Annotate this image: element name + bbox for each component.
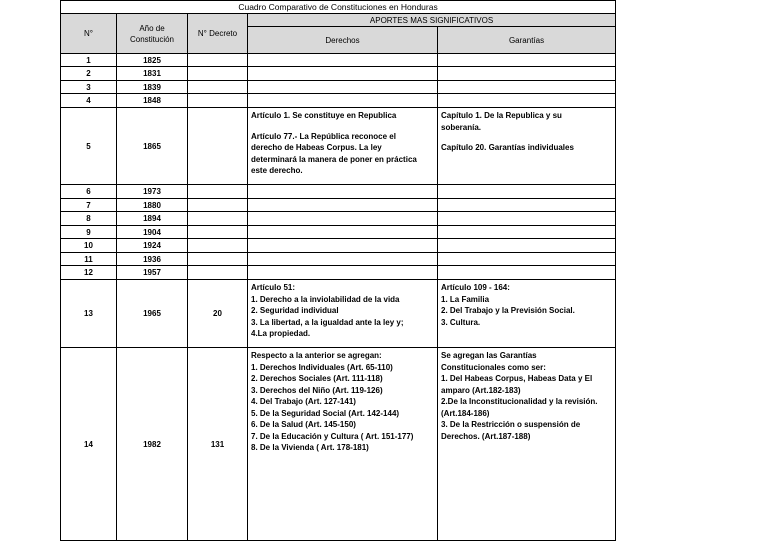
row-guarantees <box>438 199 616 212</box>
header-rights: Derechos <box>248 27 438 54</box>
row-decree <box>188 94 248 108</box>
guarantees-line: 2. Del Trabajo y la Previsión Social. <box>441 306 575 315</box>
row-guarantees <box>438 280 616 348</box>
row-year: 1848 <box>117 94 188 108</box>
row-decree <box>188 226 248 239</box>
row-year: 1904 <box>117 226 188 239</box>
row-num: 6 <box>61 185 117 199</box>
rights-line: derecho de Habeas Corpus. La ley <box>251 143 382 152</box>
row-decree: 20 <box>188 280 248 348</box>
table-row <box>61 54 616 67</box>
row-guarantees <box>438 81 616 94</box>
row-year: 1865 <box>117 108 188 185</box>
rights-line: 4.La propiedad. <box>251 329 311 338</box>
row-year: 1965 <box>117 280 188 348</box>
header-num: N° <box>61 14 117 54</box>
guarantees-line: 1. La Familia <box>441 294 490 304</box>
row-decree <box>188 212 248 226</box>
row-num: 9 <box>61 226 117 239</box>
row-rights <box>248 199 438 212</box>
rights-line: 8. De la Vivienda ( Art. 178-181) <box>251 443 369 452</box>
row-num: 3 <box>61 81 117 94</box>
row-rights <box>248 108 438 185</box>
row-guarantees <box>438 108 616 185</box>
row-rights <box>248 280 438 348</box>
rights-line: 1. Derechos Individuales (Art. 65-110) <box>251 362 393 372</box>
row-num: 13 <box>61 280 117 348</box>
row-rights <box>248 266 438 280</box>
rights-line: 7. De la Educación y Cultura ( Art. 151-177) <box>251 431 414 441</box>
row-guarantees <box>438 253 616 266</box>
table-row <box>61 199 616 212</box>
guarantees-line: Constitucionales como ser: <box>441 362 546 372</box>
table-row <box>61 67 616 81</box>
row-num: 12 <box>61 266 117 280</box>
row-rights <box>248 54 438 67</box>
rights-line: Artículo 77.- La República reconoce el <box>251 131 396 141</box>
rights-line: 2. Seguridad individual <box>251 306 339 315</box>
row-guarantees <box>438 94 616 108</box>
guarantees-line: 1. Del Habeas Corpus, Habeas Data y El <box>441 374 593 383</box>
rights-line: este derecho. <box>251 166 303 175</box>
rights-line <box>251 122 434 131</box>
row-guarantees <box>438 226 616 239</box>
row-num: 1 <box>61 54 117 67</box>
guarantees-line: Artículo 109 - 164: <box>441 283 510 292</box>
row-year: 1831 <box>117 67 188 81</box>
table-row <box>61 266 616 280</box>
row-num: 8 <box>61 212 117 226</box>
row-decree <box>188 266 248 280</box>
table-title: Cuadro Comparativo de Constituciones en Honduras <box>61 1 616 14</box>
row-rights <box>248 253 438 266</box>
row-rights <box>248 94 438 108</box>
row-decree <box>188 185 248 199</box>
row-rights <box>248 67 438 81</box>
rights-line: 6. De la Salud (Art. 145-150) <box>251 420 356 429</box>
table-row <box>61 226 616 239</box>
guarantees-line: Capítulo 20. Garantías individuales <box>441 143 574 152</box>
row-decree <box>188 81 248 94</box>
row-year: 1825 <box>117 54 188 67</box>
header-decree: N° Decreto <box>188 14 248 54</box>
rights-line: determinará la manera de poner en práctica <box>251 154 417 164</box>
row-guarantees <box>438 212 616 226</box>
table-row <box>61 253 616 266</box>
guarantees-line: Capítulo 1. De la Republica y su <box>441 111 562 120</box>
guarantees-line: 3. De la Restricción o suspensión de <box>441 420 581 429</box>
row-decree <box>188 253 248 266</box>
row-num: 5 <box>61 108 117 185</box>
row-decree <box>188 199 248 212</box>
guarantees-line: amparo (Art.182-183) <box>441 385 521 395</box>
table-row <box>61 280 616 348</box>
row-rights <box>248 212 438 226</box>
row-rights <box>248 239 438 253</box>
row-year: 1924 <box>117 239 188 253</box>
row-rights <box>248 81 438 94</box>
row-decree <box>188 239 248 253</box>
constitutions-table <box>60 0 616 541</box>
row-guarantees <box>438 54 616 67</box>
rights-line: 4. Del Trabajo (Art. 127-141) <box>251 397 356 406</box>
row-guarantees <box>438 266 616 280</box>
row-guarantees <box>438 67 616 81</box>
row-year: 1982 <box>117 348 188 541</box>
row-guarantees <box>438 239 616 253</box>
rights-line: Respecto a la anterior se agregan: <box>251 351 382 360</box>
table-body <box>61 54 616 541</box>
table-row <box>61 185 616 199</box>
row-year: 1894 <box>117 212 188 226</box>
row-num: 11 <box>61 253 117 266</box>
table-row <box>61 212 616 226</box>
guarantees-line: (Art.184-186) <box>441 408 490 418</box>
guarantees-line: soberanía. <box>441 122 482 132</box>
row-decree <box>188 54 248 67</box>
row-year: 1936 <box>117 253 188 266</box>
rights-line: 3. La libertad, a la igualdad ante la ley y; <box>251 317 404 327</box>
row-year: 1839 <box>117 81 188 94</box>
row-num: 14 <box>61 348 117 541</box>
row-num: 7 <box>61 199 117 212</box>
rights-line: 5. De la Seguridad Social (Art. 142-144) <box>251 408 400 418</box>
row-rights <box>248 226 438 239</box>
table-row <box>61 81 616 94</box>
rights-line: 2. Derechos Sociales (Art. 111-118) <box>251 374 383 383</box>
rights-line: Artículo 51: <box>251 283 296 292</box>
guarantees-line: Se agregan las Garantías <box>441 351 537 360</box>
row-guarantees <box>438 185 616 199</box>
row-rights <box>248 348 438 541</box>
row-decree: 131 <box>188 348 248 541</box>
table-row <box>61 94 616 108</box>
guarantees-line: 3. Cultura. <box>441 317 481 327</box>
row-year: 1880 <box>117 199 188 212</box>
row-num: 4 <box>61 94 117 108</box>
guarantees-line: 2.De la Inconstitucionalidad y la revisión. <box>441 397 598 406</box>
table-row <box>61 108 616 185</box>
rights-line: 3. Derechos del Niño (Art. 119-126) <box>251 385 383 395</box>
guarantees-line: Derechos. (Art.187-188) <box>441 431 531 441</box>
rights-line: Artículo 1. Se constituye en Republica <box>251 111 397 120</box>
row-num: 2 <box>61 67 117 81</box>
row-decree <box>188 67 248 81</box>
row-year: 1957 <box>117 266 188 280</box>
rights-line: 1. Derecho a la inviolabilidad de la vida <box>251 294 400 304</box>
guarantees-line <box>441 133 612 142</box>
header-group: APORTES MAS SIGNIFICATIVOS <box>248 14 616 27</box>
row-guarantees <box>438 348 616 541</box>
header-guarantees: Garantías <box>438 27 616 54</box>
row-rights <box>248 185 438 199</box>
table-row <box>61 239 616 253</box>
row-year: 1973 <box>117 185 188 199</box>
header-year: Año de Constitución <box>117 14 188 54</box>
table-row <box>61 348 616 541</box>
row-num: 10 <box>61 239 117 253</box>
row-decree <box>188 108 248 185</box>
